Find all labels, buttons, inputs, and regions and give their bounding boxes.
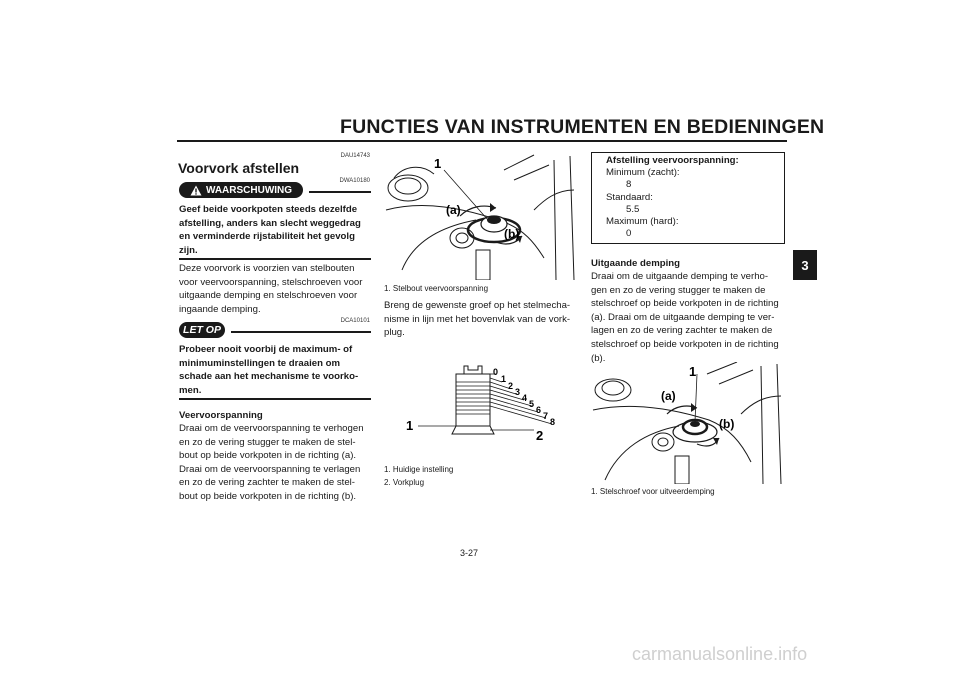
preload-bolt-figure (384, 150, 582, 280)
scale-label: 7 (543, 411, 549, 421)
fig2-label-1: 1 (406, 418, 414, 433)
scale-label: 2 (508, 381, 514, 391)
groove-line: nisme in lijn met het bovenvlak van de vork- (384, 313, 571, 325)
caution-text (179, 343, 379, 397)
preload-line: Draai om de veervoorspanning te verlagen (179, 463, 361, 475)
header-rule (177, 140, 787, 142)
fig1-caption: 1. Stelbout veervoorspanning (384, 284, 489, 293)
warning-line: en verminderde rijstabiliteit het gevolg (179, 231, 355, 243)
preload-line: bout op beide vorkpoten in de richting (b). (179, 490, 357, 502)
caution-line: minimuminstellingen te draaien om (179, 357, 340, 369)
spec-value: 8 (626, 179, 632, 191)
caution-label: LET OP (179, 322, 225, 338)
fig1-label-a: (a) (446, 203, 461, 217)
caution-code: DCA10101 (340, 318, 370, 324)
caution-rule (231, 331, 371, 333)
rebound-line: stelschroef op beide vorkpoten in de richting (591, 298, 779, 310)
rebound-line: Draai om de uitgaande demping te verho- (591, 271, 769, 282)
intro-line: Deze voorvork is voorzien van stelbouten (179, 263, 355, 274)
warning-code: DWA10180 (339, 178, 370, 184)
spec-value: 5.5 (626, 203, 640, 215)
chapter-tab[interactable]: 3 (793, 250, 817, 280)
fig2-caption: 2. Vorkplug (384, 477, 425, 487)
scale-label: 3 (515, 387, 521, 397)
spec-value: 0 (626, 228, 632, 240)
warning-label-text: WAARSCHUWING (205, 184, 293, 196)
scale-label: 0 (493, 367, 499, 377)
fig3-caption: 1. Stelschroef voor uitveerdemping (591, 487, 715, 496)
intro-line: voor veervoorspanning, stelschroeven voor (179, 276, 363, 288)
fig2-label-2: 2 (536, 428, 544, 443)
fig3-label-b: (b) (719, 417, 735, 431)
warning-line: afstelling, anders kan slecht weggedrag (179, 217, 361, 229)
rebound-line: stelschroef op beide vorkpoten in de richting (591, 338, 779, 350)
preload-heading: Veervoorspanning (179, 410, 263, 421)
caution-line: Probeer nooit voorbij de maximum- of (179, 344, 353, 355)
scale-label: 4 (522, 393, 528, 403)
rebound-line: lagen en zo de vering zachter te maken de (591, 325, 773, 337)
fig1-label-b: (b) (504, 227, 520, 241)
watermark: carmanualsonline.info (632, 644, 808, 664)
rebound-screw-figure (591, 362, 787, 484)
spec-title: Afstelling veervoorspanning: (606, 155, 739, 166)
warning-label (179, 182, 303, 198)
fig3-label-1: 1 (689, 364, 697, 379)
warning-line: zijn. (179, 244, 198, 256)
warning-triangle-icon (190, 185, 202, 196)
intro-line: uitgaande demping en stelschroeven voor (179, 290, 358, 302)
preload-text (179, 422, 379, 504)
preload-line: Draai om de veervoorspanning te verhogen (179, 423, 364, 434)
fork-plug-scale-figure (384, 360, 582, 460)
page-number: 3-27 (460, 548, 479, 558)
scale-label: 5 (529, 399, 535, 409)
fig2-captions (384, 464, 453, 489)
section-code: DAU14743 (340, 153, 370, 159)
scale-label: 6 (536, 405, 542, 415)
spec-label: Standaard: (606, 191, 653, 203)
caution-line: schade aan het mechanisme te voorko- (179, 371, 359, 383)
fig1-label-1: 1 (434, 156, 442, 171)
warning-rule (309, 191, 371, 193)
warning-text (179, 203, 379, 257)
scale-label: 8 (550, 417, 556, 427)
rebound-line: gen en zo de vering stugger te maken de (591, 284, 766, 296)
spec-label: Maximum (hard): (606, 216, 679, 228)
rebound-heading: Uitgaande demping (591, 258, 681, 269)
groove-line: plug. (384, 327, 405, 339)
warning-bottom-rule (179, 258, 371, 260)
rebound-line: (a). Draai om de uitgaande demping te ver- (591, 311, 775, 323)
warning-line: Geef beide voorkpoten steeds dezelfde (179, 204, 358, 215)
intro-text (179, 262, 379, 316)
preload-line: en zo de vering stugger te maken de stel- (179, 436, 356, 448)
page-header-title: FUNCTIES VAN INSTRUMENTEN EN BEDIENINGEN (340, 116, 825, 138)
preload-spec-box (591, 152, 785, 244)
intro-line: ingaande demping. (179, 303, 261, 315)
caution-line: men. (179, 384, 202, 396)
scale-label: 1 (501, 374, 507, 384)
preload-line: en zo de vering zachter te maken de stel- (179, 477, 355, 489)
groove-text (384, 299, 584, 340)
preload-line: bout op beide vorkpoten in de richting (a). (179, 450, 357, 462)
section-title: Voorvork afstellen (178, 160, 300, 176)
rebound-text (591, 270, 791, 365)
fig2-caption: 1. Huidige instelling (384, 465, 454, 474)
rebound-line: (b). (591, 352, 606, 364)
fig3-label-a: (a) (661, 389, 676, 403)
caution-bottom-rule (179, 398, 371, 400)
groove-line: Breng de gewenste groef op het stelmecha- (384, 300, 571, 311)
spec-label: Minimum (zacht): (606, 167, 680, 179)
